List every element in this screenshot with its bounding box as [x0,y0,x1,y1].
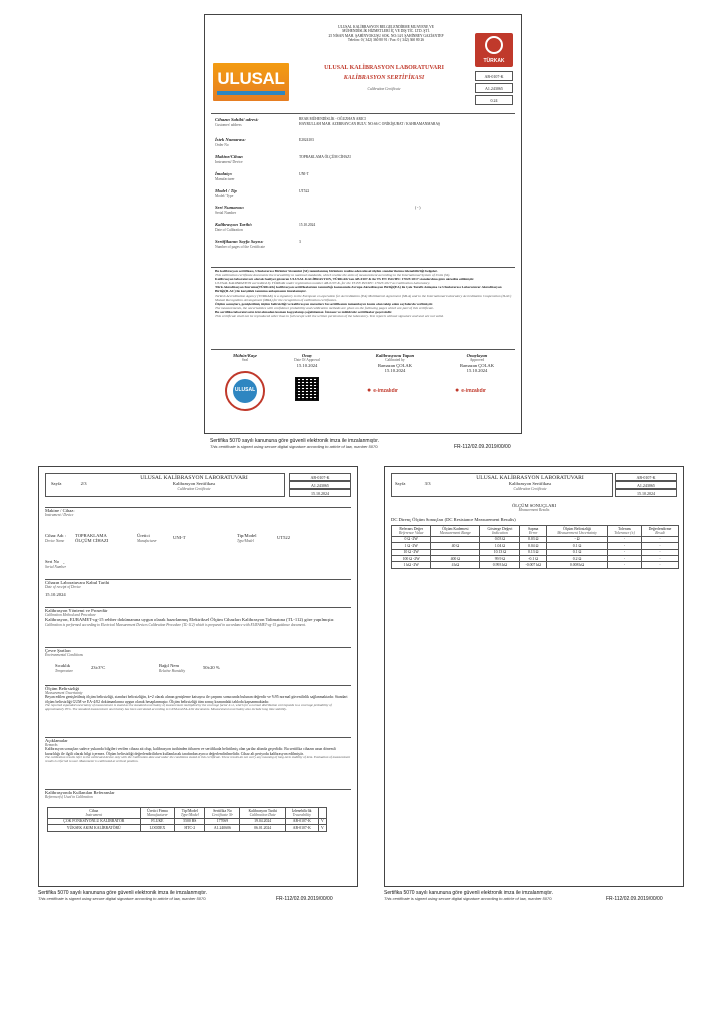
results-table [391,525,679,569]
sub-title-en: Calibration Certificate [177,486,211,491]
table-cell: 5500 BS [175,818,205,824]
statement-line: Türk Akreditasyon Kurumu(TÜRKAK) kalibrasyon sertifikalarının tanınırlığı konusunda Avrupa Akreditasyon Birliği(EA) ile Çok Taraflı Anlaşma ve Uluslararası Laboratuvar Akreditasyon Birliği(ILAC) ile karşılıklı tanınma anlaşmasını imzalamıştır. [215,285,502,294]
header-label-en: Result [655,530,665,535]
field-label-en: Date of Calibration [215,228,243,232]
field-value: 3 [299,240,301,244]
header-label: Sertifika No [213,808,232,813]
field-label: Sertifikanın Sayfa Sayısı: [215,239,264,244]
header-label-en: Measurement Range [439,530,471,535]
sub-title: Kalibrasyon Sertifikası [172,481,216,487]
field-label-en: Order No [215,143,229,147]
table-header [140,808,175,819]
sign-col-title: Kalibrasyonu Yapan [375,353,415,358]
certificate-title-en: Calibration Certificate [367,87,401,91]
field-value-address: HAYRULLAH MAH. AZERBAYCAN BULV. NO:66 C ONİKİŞUBAT / KAHRAMANMARAŞ [299,122,441,126]
field-value: ( - ) [415,206,421,210]
receipt-section [45,579,351,598]
table-cell: 0.993 kΩ [480,562,520,568]
temperature: 23±3°C [91,665,106,670]
header-label-en: Manufacturer [146,812,168,817]
table-cell: LOODEX [140,825,175,831]
table-cell: 100 Ω -2W [392,556,431,562]
field-label-en: Instrument/ Device [215,160,243,164]
sign-col-name: Ramazan ÇOLAK [459,362,495,368]
e-signature-badge: ● e-imzalıdır [367,387,398,394]
header-label-en: Reference Value [398,530,424,535]
certificate-page-1 [204,14,522,434]
lab-title: ULUSAL KALİBRASYON LABORATUVARI [140,475,248,481]
table-cell: - [641,543,678,549]
sign-col-sub: Approved [469,358,485,363]
field-label-en: Serial Number [215,211,237,215]
table-cell: 10.13 Ω [480,549,520,555]
table-cell: 0.1 Ω [546,549,607,555]
header-label: İzlenebilirlik [291,808,312,813]
table-cell: 10 Ω -2W [392,549,431,555]
header-label-en: Error [528,530,538,535]
lab-title: ULUSAL KALİBRASYON LABORATUVARI [324,65,444,71]
table-cell: 06.01.2024 [240,825,286,831]
table-cell: FLUKE [140,818,175,824]
table-cell: 1.04 Ω [480,543,520,549]
turkak-logo [475,33,513,67]
statement-line-en: This calibration certificate documents the traceability to national standards, which realize the units of measurement according to the International System of Units (SI). [215,273,451,278]
section-title-en: Measurement Uncertainty [45,691,83,695]
institute-line: 25 NİSAN MAH. ŞAHİNYOKUŞU SOK. NO:14/1 ŞAHİNBEY GAZİANTEP [328,33,444,38]
table-cell: - [641,556,678,562]
sign-col-title: Onay [301,353,313,358]
footer-text-en: This certificate is signed using secure digital signature according to article of law, number 5070. [38,896,207,901]
table-title: DC Direnç Ölçüm Sonuçları (DC Resistance Measurement Results) [391,517,516,522]
results-title: ÖLÇÜM SONUÇLARI [511,503,557,508]
field-label-en: Model/ Type [215,194,234,198]
sign-col-sub: Seal [241,358,249,363]
divider [211,349,515,350]
page-label: Sayfa [395,481,406,486]
e-signature-badge: ● e-imzalıdır [455,387,486,394]
humidity: 50±20 % [203,665,220,670]
header-label-en: Instrument [85,812,102,817]
field-row [215,205,511,222]
footer-text-en: This certificate is signed using secure digital signature according to article of law, number 5070. [210,444,379,449]
table-header [641,526,678,537]
humidity-label: Bağıl Nem [159,663,180,668]
page-header-title [447,475,613,491]
section-title: Açıklamalar [45,738,68,743]
issue-date: 15.10.2024 [615,489,677,497]
statement-line-en: Turkish Accreditation Agency (TURKAK) is a signatory to the European co-operation for Accreditation (EA) Multilateral Agreement (MLA) and to the International Laboratory Accreditation Cooperation (ILAC) Mutual Recognition Arrangement (MRA) for the recognition of calibration certificates. [215,293,512,302]
section-title: Kalibrasyon Yöntemi ve Prosedür [45,608,108,613]
sign-col-sub: Date Of Approval [294,358,320,363]
divider [211,267,515,268]
table-header [48,808,141,819]
certificate-number: A1.243065 [289,481,351,489]
sub-title: Kalibrasyon Sertifikası [508,481,552,487]
section-title-en: Calibration Method and Procedure [45,613,96,617]
header-label: Ölçüm Kademesi [442,526,469,531]
field-value: UNI-T [299,172,309,176]
sign-col-date: 15.10.2024 [384,368,406,374]
certificate-number: A1.243065 [475,83,513,93]
statement-line-en: The measurements, the uncertainties with confidence probability and calibration methods are given on the following pages which are part of this certificate. [215,305,434,310]
table-header-row [392,526,679,537]
footer-text: Sertifika 5070 sayılı kanununa göre güvenli elektronik imza ile imzalanmıştır. [38,890,207,896]
page-number: 2/3 [80,481,87,486]
sign-col-seal [215,353,275,363]
certificate-page-3 [384,466,684,887]
manufacturer-label: Üretici [137,533,150,538]
manufacturer: UNI-T [173,535,186,540]
header-label-en: Certificate Nr [211,812,233,817]
ulusal-seal-icon [225,371,265,411]
header-label: Tip/Model [181,808,198,813]
section-title-en: Date of receipt of Device [45,585,81,589]
table-cell: - [608,536,642,542]
environment-section [45,647,351,657]
table-header [392,526,431,537]
section-title: Cihazın Laboratuvara Kabul Tarihi [45,580,110,585]
page-indicator [395,481,431,486]
footer-text: Sertifika 5070 sayılı kanununa göre güvenli elektronik imza ile imzalanmıştır. [384,890,553,896]
table-cell: V [318,825,326,831]
device-name-label: Cihaz Adı : [45,533,66,538]
header-label: Sapma [528,526,539,531]
method-text-en: Calibration is performed according to Electrical Measurement Devices Calibration Procedure (TL-112) which is prepared in accordance with EURAMET-cg-15 guidance document. [45,622,306,627]
institute-header [301,25,471,43]
table-cell: 99.9 Ω [480,556,520,562]
sign-col-date: 15.10.2024 [466,368,488,374]
field-row [215,154,511,171]
table-cell: 4 kΩ [431,562,480,568]
table-header [318,808,326,819]
sign-col-date: 15.10.2024 [296,362,318,368]
table-cell: 0.1 Ω [546,543,607,549]
serial-label-en: Serial Number [45,565,67,569]
sign-col-approved [437,353,517,374]
header-label: Tolerans [618,526,632,531]
sign-col-approval [277,353,337,368]
table-cell: - [608,556,642,562]
field-row [215,222,511,239]
table-cell: 0.008 kΩ [546,562,607,568]
section-title: Makine / Cihaz: [45,508,75,513]
remarks-text-en: The calibration results refer to the calibrated device only with the Calibration date and under the conditions stated in this certificate. These results do not carry any meaning of long-term stability of item. Evaluation of measurement results is referred to user. Manometer is calibrated at vertical position. [45,755,351,764]
header-label-en: Measurement Uncertainty [557,530,597,535]
page-label: Sayfa [51,481,62,486]
seal-label: ULUSAL [234,387,256,393]
receipt-date: 15.10.2024 [45,592,66,598]
field-label: Makine/Cihaz: [215,154,244,159]
table-cell: V [318,818,326,824]
table-cell: AB-0107-K [285,818,318,824]
table-cell: 0.03 Ω [480,536,520,542]
field-value: 15.10.2024 [299,223,316,227]
ulusal-logo [213,63,289,101]
field-label-en: Number of pages of the Certificate [215,245,265,249]
header-label: Üretici Firma [147,808,168,813]
header-label-en: Traceability [292,812,311,817]
statement-line: Bu sertifika laboratuvarın izni olmadan kısmen kopyalanıp çoğaltılamaz. İmzasız ve mühürsüz sertifikalar geçersizdir. [215,309,393,314]
table-header [205,808,240,819]
institute-line: Telefon: 0 ( 342) 360 80 91 / Fax: 0 ( 342) 360 80 26 [347,38,425,43]
section-title: Kalibrasyonda Kullanılan Referanslar [45,790,115,795]
table-cell: -0.1 Ω [520,556,547,562]
table-header [431,526,480,537]
field-label-en: Manufacturer [215,177,235,181]
humidity-label-en: Relative Humidity [159,669,186,673]
sign-col-title: Onaylayan [466,353,488,358]
field-row [215,188,511,205]
form-code: FR-112/02.09.2019/00/00 [454,444,511,450]
institute-line: ULUSAL KALİBRASYON BELGELENDİRME MUAYENE VE [338,25,434,29]
table-cell: 19.04.2024 [240,818,286,824]
table-cell: - [608,543,642,549]
lab-title: ULUSAL KALİBRASYON LABORATUVARI [476,475,584,481]
table-header-row [48,808,327,819]
device-name-label-en: Device Name [45,539,65,543]
table-cell: - [608,562,642,568]
section-title-en: Remarks [45,743,58,747]
table-cell: - [641,549,678,555]
field-label-en: Customer/ address [215,123,242,127]
remarks-section [45,737,351,764]
table-cell: 0.2 Ω [546,556,607,562]
temperature-label-en: Temperature [55,669,74,673]
header-label: Cihaz [89,808,99,813]
header-label: Değerlendirme [648,526,672,531]
form-code: FR-112/02.09.2019/00/00 [606,896,663,902]
table-cell: 40 Ω [431,543,480,549]
header-label: Ölçüm Belirsizliği [562,526,592,531]
sign-col-sub: Calibrated by [385,358,405,363]
turkak-label: TÜRKAK [483,58,505,64]
field-value: UT522 [299,189,310,193]
table-cell: AB-0107-K [285,825,318,831]
header-label-en: Indication [492,530,508,535]
field-value: REAR MÜHENDİSLİK - OĞUZHAN ARICI [299,117,366,121]
table-cell: 177069 [205,818,240,824]
certificate-number: A1.243065 [615,481,677,489]
temperature-label: Sıcaklık [55,663,71,668]
section-title-en: Instrument / Device [45,513,74,517]
method-section [45,607,351,627]
model-label: Tip/Model [237,533,257,538]
remarks-text: Kalibrasyon sonuçları sadece yukarıda bilgileri verilen cihaza ait olup, kalibrasyon tarihinden itibaren ve sertifikada belirtilmiş olan şartlar altında geçerlidir. Bu sertifika cihazın uzun dönemli kararlılığı ile ilgili olarak bilgi içermez. Ölçüm belirsizliği değerlendirilirken kullanılacak tarafından ayrıca değerlendirilmelidir. Cihaz alt periyodu kalibrasyon edilmiştir. [45,747,336,756]
table-cell: ÇOK FONKSİYONLU KALİBRATÖR [48,818,141,824]
model-label-en: Type/Model [237,539,254,543]
divider [211,113,515,114]
accreditation-statement [215,269,513,318]
accreditation-number: AB-0107-K [289,473,351,481]
table-header [175,808,205,819]
table-header [546,526,607,537]
page3-footer [384,890,604,902]
field-row [215,239,511,256]
sub-title-en: Calibration Certificate [513,486,547,491]
sign-col-calibrated [355,353,435,374]
field-label: Kalibrasyon Tarihi: [215,222,253,227]
table-cell: YÜKSEK AKIM KALİBRATÖRÜ [48,825,141,831]
accreditation-number: AB-0107-K [475,71,513,81]
statement-line-en: ULUSAL KALIBRASYON accredited by TÜRKAK under registration number AB-0107-K, for the TS EN ISO/IEC 17025:2017 as Calibration Laboratory. [215,281,431,286]
footer-text: Sertifika 5070 sayılı kanununa göre güvenli elektronik imza ile imzalanmıştır. [210,438,379,444]
header-label-en: Calibration Date [249,812,276,817]
section-title: Ölçüm Belirsizliği [45,686,80,691]
statement-line: Kalibrasyon laboratuvarı olarak faaliyet gösteren ULUSAL KALİBRASYON, TÜRKAK'tan AB-0107-K ile TS EN ISO/IEC 17025:2017 standardına göre akredite edilmiştir. [215,277,475,282]
header-label: Gösterge Değeri [487,526,513,531]
statement-line: Bu kalibrasyon sertifikası, Uluslararası Birimler Sistemini (SI) tanımlanmış birimlere realize eden ulusal ölçüm standartlarına izlenebilirliği belgeler. [215,269,438,273]
references-section [45,789,351,799]
table-header [608,526,642,537]
sign-col-name: Ramazan ÇOLAK [377,362,413,368]
field-row [215,117,511,137]
qr-code-icon [295,377,319,401]
table-cell: 0 Ω -2W [392,536,431,542]
table-cell: -0.007 kΩ [520,562,547,568]
table-header [285,808,318,819]
table-header [240,808,286,819]
statement-line-en: This certificate shall not be reproduced other than in full except with the written permission of the laboratory. Test reports without signature and seal are not valid. [215,314,444,319]
page2-footer [38,890,278,902]
table-header [480,526,520,537]
field-row [215,171,511,188]
table-cell: 0.03 Ω [520,536,547,542]
field-label: İstek Numarası: [215,137,246,142]
field-row [215,137,511,154]
header-label-en: Tolerance (±) [614,530,635,535]
table-cell: 0.04 Ω [520,543,547,549]
device-section [45,507,351,517]
table-header [520,526,547,537]
uncertainty-section [45,685,351,712]
header-label-en: Type/Model [180,812,199,817]
section-title-en: Reference(s) Used in Calibration [45,795,93,799]
field-label: Seri Numarası: [215,205,245,210]
table-cell: - Ω [546,536,607,542]
serial-label: Seri No [45,559,60,564]
field-label: İmalatçı: [215,171,233,176]
certificate-title: KALİBRASYON SERTİFİKASI [343,75,425,81]
table-cell: - [641,562,678,568]
table-cell: - [641,536,678,542]
device-name: TOPRAKLAMA ÖLÇÜM CİHAZI [75,533,109,544]
results-title-en: Measurement Results [518,508,550,513]
field-value: TOPRAKLAMA ÖLÇÜM CİHAZI [299,155,351,159]
institute-line: MÜHENDİSLİK HİZMETLERİ İÇ VE DIŞ TİC. LTD. ŞTİ. [342,29,430,34]
table-cell: HTC-2 [175,825,205,831]
statement-line: Ölçüm sonuçları, genişletilmiş ölçüm belirsizliği ve kalibrasyon metotları bu sertifikanın tamamlayıcı kısmı olan takip eden sayfalarda verilmiştir. [215,301,433,306]
uncertainty-text-en: The reported expanded uncertainty of measurement is stated as the standard uncertainty of measurement multiplied by the coverage factor k=2, which for a normal distribution corresponds to a coverage probability of approximately 95%. The standard measurement uncertainty has been calculated according to GUM and EA-4/02 documents. Measurement uncertainty also include long time stability. [45,703,332,712]
logo-stripe [217,91,285,95]
uncertainty-text: Beyan edilen genişletilmiş ölçüm belirsizliği, standart belirsizliğin, k=2 olarak alınan genişleme katsayısı ile çarpımı sonucunda bulunan değerdir ve %95 normal güvenilirlik sağlanmaktadır. Standart ölçüm belirsizliği GUM ve EA-4/02 dokümanlarına uygun olarak hesaplanmıştır. Ölçüm belirsizliği tüm sonuç kısmındaki tabloda kapsanmaktadır. [45,695,348,704]
header-label: Referans Değer [399,526,424,531]
table-cell: 400 Ω [431,556,480,562]
page1-footer [210,438,430,450]
table-cell: 1 Ω -2W [392,543,431,549]
method-text: Kalibrasyon, EURAMET-cg-15 rehber dokümanına uygun olarak hazırlanmış Elektriksel Ölçüm Cihazları Kalibrasyon Talimatına (TL-112) göre yapılmıştır. [45,617,335,623]
certificate-page-2 [38,466,358,887]
field-label: Cihazın Sahibi/ adresi: [215,117,259,122]
references-table [47,807,327,832]
table-cell: A1.240606 [205,825,240,831]
section-title-en: Environmental Conditions [45,653,83,657]
field-label: Model / Tip [215,188,237,193]
header-label: Kalibrasyon Tarihi [248,808,277,813]
sign-col-title: Mühür/Kaşe [232,353,257,358]
table-cell: - [608,549,642,555]
page-header-title [109,475,279,491]
form-code: FR-112/02.09.2019/00/00 [276,896,333,902]
certificate-fields [215,117,511,256]
turkak-emblem-icon [485,36,503,54]
table-row [392,562,679,568]
accreditation-number: AB-0107-K [615,473,677,481]
page-indicator [51,481,87,486]
field-value: E2024103 [299,138,314,142]
issue-date: 15.10.2024 [289,489,351,497]
table-cell: 0.13 Ω [520,549,547,555]
logo-text: ULUSAL [217,69,285,88]
footer-text-en: This certificate is signed using secure digital signature according to article of law, number 5070. [384,896,553,901]
results-heading [385,503,683,513]
section-title: Çevre Şartları [45,648,71,653]
table-row [48,825,327,831]
certificate-code: 0.24 [475,95,513,105]
page-number: 3/3 [424,481,431,486]
model: UT522 [277,535,291,540]
table-cell: 1 kΩ -2W [392,562,431,568]
serial: - [63,561,65,566]
manufacturer-label-en: Manufacturer [137,539,157,543]
